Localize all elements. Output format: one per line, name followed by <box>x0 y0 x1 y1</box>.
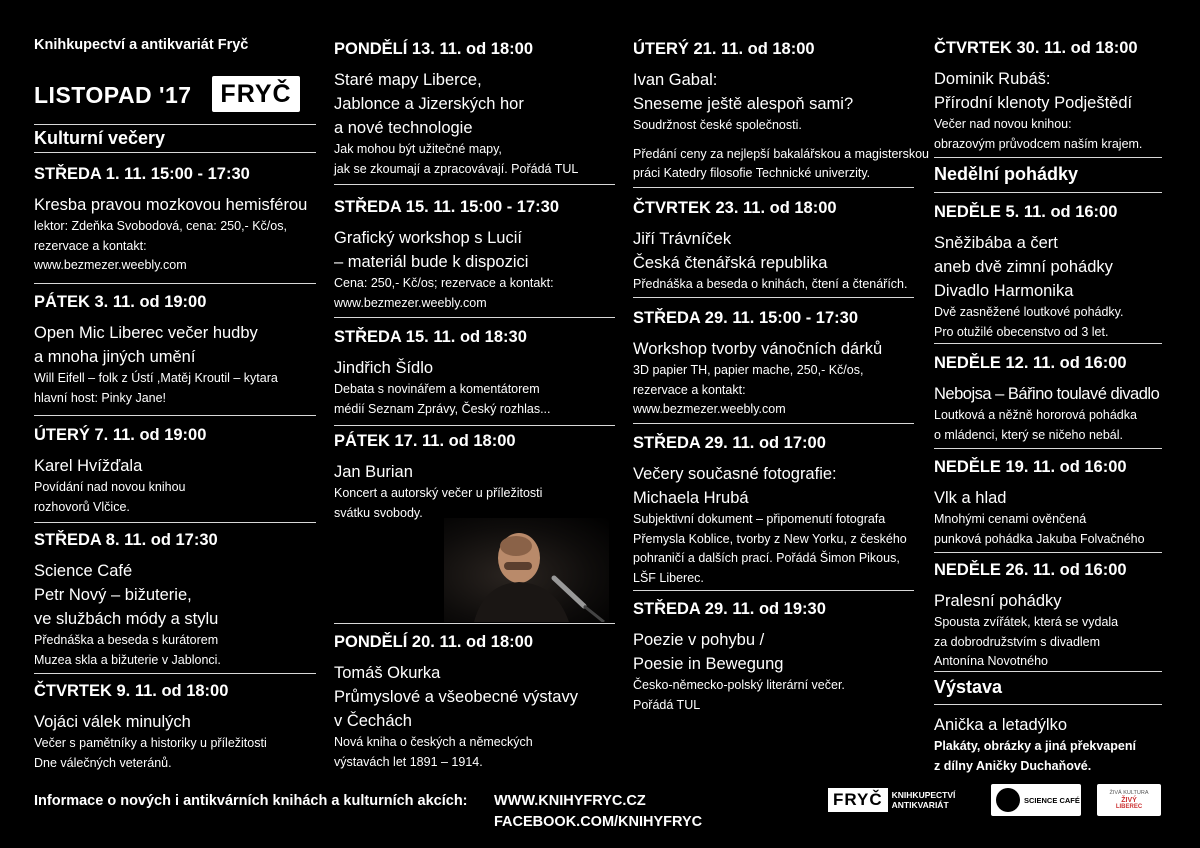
brand-name: Knihkupectví a antikvariát Fryč <box>34 37 249 53</box>
event-title: Tomáš Okurka Průmyslové a všeobecné výstavy v Čechách <box>334 664 578 730</box>
event-date: ÚTERÝ 21. 11. od 18:00 <box>633 40 815 58</box>
event-description: Česko-německo-polský literární večer. Pořádá TUL <box>633 678 845 712</box>
event <box>633 198 914 295</box>
event-title: Pralesní pohádky <box>934 592 1062 610</box>
event-description: Dvě zasněžené loutkové pohádky. Pro otužilé obecenstvo od 3 let. <box>934 305 1124 339</box>
event-description: Cena: 250,- Kč/os; rezervace a kontakt: www.bezmezer.weebly.com <box>334 276 554 310</box>
event-description: Soudržnost české společnosti. <box>633 118 802 132</box>
divider <box>34 673 316 674</box>
event-title: Dominik Rubáš: Přírodní klenoty Podještědí <box>934 70 1133 112</box>
event <box>934 202 1162 342</box>
event-date: PONDĚLÍ 13. 11. od 18:00 <box>334 40 533 58</box>
month-title: LISTOPAD '17 <box>34 82 192 108</box>
divider <box>934 343 1162 344</box>
event <box>34 425 316 517</box>
facebook-link[interactable]: FACEBOOK.COM/KNIHYFRYC <box>494 814 703 830</box>
event-title: Poezie v pohybu / Poesie in Bewegung <box>633 631 784 673</box>
divider <box>633 187 914 188</box>
event <box>934 38 1162 154</box>
event-description: Will Eifell – folk z Ústí ,Matěj Kroutil – kytara hlavní host: Pinky Jane! <box>34 371 278 405</box>
event-title: Grafický workshop s Lucií – materiál bude k dispozici <box>334 229 529 271</box>
zivy-liberec-logo: ŽIVÁ KULTURA ŽIVÝ LIBEREC <box>1097 784 1161 816</box>
event-date: PÁTEK 17. 11. od 18:00 <box>334 432 516 450</box>
event-date: STŘEDA 29. 11. od 19:30 <box>633 600 826 618</box>
event-title: Science Café Petr Nový – bižuterie, ve službách módy a stylu <box>34 562 219 628</box>
divider <box>334 317 615 318</box>
footer-info: Informace o nových i antikvárních knihách a kulturních akcích: <box>34 793 468 809</box>
website-link[interactable]: WWW.KNIHYFRYC.CZ <box>494 793 646 809</box>
section-kulturni-vecery: Kulturní večery <box>34 128 166 148</box>
science-cafe-circle-icon <box>996 788 1020 812</box>
fryc-logo: FRYČ <box>212 76 300 112</box>
event-description: Večer nad novou knihou: obrazovým průvodcem naším krajem. <box>934 117 1143 151</box>
event-title: Nebojsa – Bářino toulavé divadlo <box>934 385 1160 403</box>
event-description: lektor: Zdeňka Svobodová, cena: 250,- Kč/os, rezervace a kontakt: www.bezmezer.weebly.com <box>34 219 287 272</box>
event-description: Plakáty, obrázky a jiná překvapení z dílny Aničky Duchaňové. <box>934 739 1136 773</box>
event <box>34 681 316 773</box>
event-date: STŘEDA 29. 11. od 17:00 <box>633 434 826 452</box>
event-date: NEDĚLE 5. 11. od 16:00 <box>934 203 1118 221</box>
event-description: Jak mohou být užitečné mapy, jak se zkoumají a zpracovávají. Pořádá TUL <box>334 142 579 176</box>
event <box>334 197 615 313</box>
section-vystava: Výstava <box>934 677 1003 697</box>
award-note: Předání ceny za nejlepší bakalářskou a magisterskou práci Katedry filosofie Technické univerzity. <box>633 146 929 180</box>
divider <box>334 425 615 426</box>
event-description: Přednáška a beseda o knihách, čtení a čtenářích. <box>633 277 908 291</box>
event-description: Spousta zvířátek, která se vydala za dobrodružstvím s divadlem Antonína Novotného <box>934 615 1119 668</box>
event-title: Jindřich Šídlo <box>334 359 434 377</box>
event <box>334 431 615 523</box>
event <box>334 39 615 179</box>
divider <box>934 552 1162 553</box>
divider <box>633 297 914 298</box>
event-description: Večer s pamětníky a historiky u příležitosti Dne válečných veteránů. <box>34 736 267 770</box>
divider <box>34 522 316 523</box>
divider <box>34 152 316 153</box>
event-date: ČTVRTEK 23. 11. od 18:00 <box>633 199 837 217</box>
event <box>34 530 316 670</box>
event-date: NEDĚLE 19. 11. od 16:00 <box>934 458 1127 476</box>
event-date: NEDĚLE 12. 11. od 16:00 <box>934 354 1127 372</box>
event <box>934 353 1162 445</box>
jan-burian-photo <box>444 518 609 622</box>
event-description: Mnohými cenami ověnčená punková pohádka Jakuba Folvačného <box>934 512 1145 546</box>
event-date: ČTVRTEK 30. 11. od 18:00 <box>934 39 1138 57</box>
event-title: Workshop tvorby vánočních dárků <box>633 340 883 358</box>
event-description: Subjektivní dokument – připomenutí fotografa Přemysla Koblice, tvorby z New Yorku, z českého pohraničí a dalších prací. Pořádá Šimon Pikous, LŠF Liberec. <box>633 512 907 585</box>
divider <box>934 671 1162 672</box>
event-description: Koncert a autorský večer u příležitosti svátku svobody. <box>334 486 543 520</box>
event-date: NEDĚLE 26. 11. od 16:00 <box>934 561 1127 579</box>
event-title: Vojáci válek minulých <box>34 713 191 731</box>
event-title: Kresba pravou mozkovou hemisférou <box>34 196 308 214</box>
event-description: Loutková a něžně hororová pohádka o mládenci, který se ničeho nebál. <box>934 408 1137 442</box>
event <box>934 560 1162 672</box>
event-date: PONDĚLÍ 20. 11. od 18:00 <box>334 633 533 651</box>
event-title: Staré mapy Liberce, Jablonce a Jizerských hor a nové technologie <box>334 71 524 137</box>
event-title: Jiří Trávníček Česká čtenářská republika <box>633 230 828 272</box>
event-description: Povídání nad novou knihou rozhovorů Vlčice. <box>34 480 186 514</box>
event-date: PÁTEK 3. 11. od 19:00 <box>34 293 207 311</box>
event-date: ÚTERÝ 7. 11. od 19:00 <box>34 426 207 444</box>
divider <box>633 590 914 591</box>
fryc-partner-logo: FRYČ KNIHKUPECTVÍ ANTIKVARIÁT <box>828 784 978 816</box>
event-date: STŘEDA 8. 11. od 17:30 <box>34 531 218 549</box>
divider <box>934 157 1162 158</box>
fryc-logo-mark: FRYČ <box>828 788 888 812</box>
event-title: Vlk a hlad <box>934 489 1007 507</box>
event-description: Nová kniha o českých a německých výstavách let 1891 – 1914. <box>334 735 533 769</box>
event-title: Karel Hvížďala <box>34 457 143 475</box>
event <box>934 704 1162 776</box>
divider <box>34 415 316 416</box>
event <box>633 39 929 184</box>
event <box>633 599 914 715</box>
divider <box>334 184 615 185</box>
event <box>934 457 1162 549</box>
event-date: STŘEDA 15. 11. od 18:30 <box>334 328 527 346</box>
divider <box>934 448 1162 449</box>
divider <box>34 283 316 284</box>
event-description: Debata s novinářem a komentátorem médií Seznam Zprávy, Český rozhlas... <box>334 382 551 416</box>
event-date: STŘEDA 1. 11. 15:00 - 17:30 <box>34 165 250 183</box>
event <box>34 164 316 276</box>
event-title: Anička a letadýlko <box>934 716 1067 734</box>
event-date: STŘEDA 15. 11. 15:00 - 17:30 <box>334 198 560 216</box>
section-nedelni-pohadky: Nedělní pohádky <box>934 164 1079 184</box>
event <box>334 327 615 419</box>
event-title: Jan Burian <box>334 463 413 481</box>
event <box>334 632 615 772</box>
event-title: Večery současné fotografie: Michaela Hrubá <box>633 465 837 507</box>
event <box>34 292 316 408</box>
divider <box>934 192 1162 193</box>
divider <box>334 623 615 624</box>
event-title: Ivan Gabal: Sneseme ještě alespoň sami? <box>633 71 854 113</box>
divider <box>34 124 316 125</box>
event-description: 3D papier TH, papier mache, 250,- Kč/os, rezervace a kontakt: www.bezmezer.weebly.com <box>633 363 864 416</box>
event-description: Přednáška a beseda s kurátorem Muzea skla a bižuterie v Jablonci. <box>34 633 221 667</box>
event <box>633 308 914 420</box>
event-date: ČTVRTEK 9. 11. od 18:00 <box>34 682 229 700</box>
science-cafe-logo: SCIENCE CAFÉ <box>991 784 1081 816</box>
event-title: Sněžibába a čert aneb dvě zimní pohádky Divadlo Harmonika <box>934 234 1113 300</box>
event-title: Open Mic Liberec večer hudby a mnoha jiných umění <box>34 324 258 366</box>
event-date: STŘEDA 29. 11. 15:00 - 17:30 <box>633 309 859 327</box>
event <box>633 433 914 588</box>
divider <box>633 423 914 424</box>
